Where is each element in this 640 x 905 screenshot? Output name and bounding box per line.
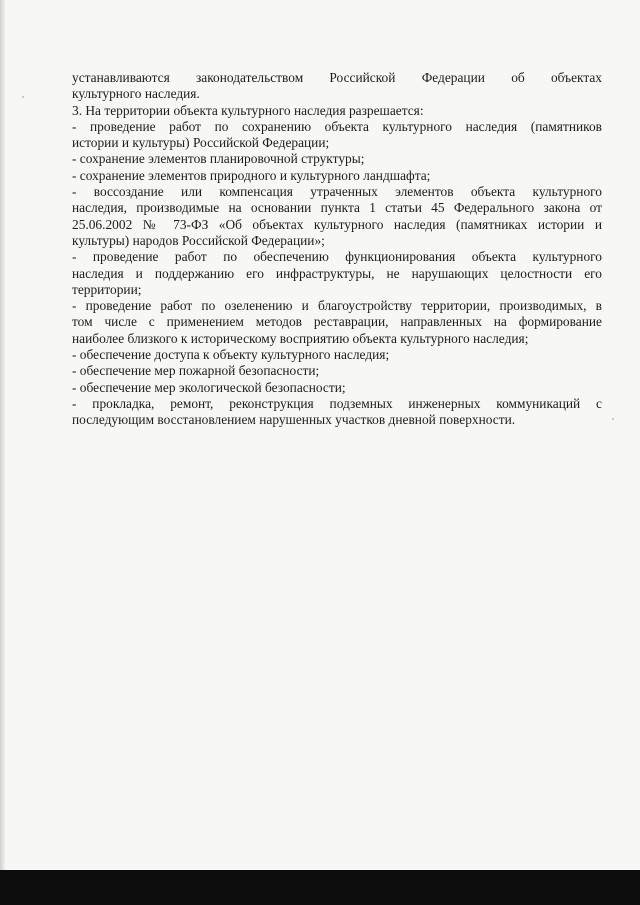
text-line: 3. На территории объекта культурного наследия разрешается: xyxy=(72,102,424,118)
text-line: культуры) народов Российской Федерации»; xyxy=(72,232,325,248)
text-line: наследия, производимые на основании пункта 1 статьи 45 Федерального закона от xyxy=(72,200,602,216)
text-line: наследия и поддержанию его инфраструктуры, не нарушающих целостности его xyxy=(72,265,602,281)
text-line: - воссоздание или компенсация утраченных элементов объекта культурного xyxy=(72,184,602,200)
scan-speck xyxy=(22,96,24,98)
text-line: - обеспечение мер экологической безопасности; xyxy=(72,379,346,395)
text-line: территории; xyxy=(72,281,142,297)
text-line: истории и культуры) Российской Федерации; xyxy=(72,135,330,151)
text-line: - сохранение элементов природного и культурного ландшафта; xyxy=(72,167,431,183)
text-line: - проведение работ по сохранению объекта культурного наследия (памятников xyxy=(72,118,602,134)
text-line: том числе с применением методов реставрации, направленных на формирование xyxy=(72,314,602,330)
text-line: - проведение работ по озеленению и благоустройству территории, производимых, в xyxy=(72,298,602,314)
scan-edge-shadow xyxy=(0,0,6,870)
text-line: 25.06.2002 № 73-ФЗ «Об объектах культурного наследия (памятниках истории и xyxy=(72,216,602,232)
text-line: культурного наследия. xyxy=(72,86,200,102)
scan-bottom-border xyxy=(0,870,640,905)
text-line: - обеспечение доступа к объекту культурного наследия; xyxy=(72,347,390,363)
text-line: наиболее близкого к историческому восприятию объекта культурного наследия; xyxy=(72,330,529,346)
text-line: - прокладка, ремонт, реконструкция подземных инженерных коммуникаций с xyxy=(72,395,602,411)
text-line: - обеспечение мер пожарной безопасности; xyxy=(72,363,320,379)
text-line: устанавливаются законодательством Российской Федерации об объектах xyxy=(72,70,602,85)
text-line: последующим восстановлением нарушенных участков дневной поверхности. xyxy=(72,412,516,428)
scan-speck xyxy=(612,418,614,420)
document-body xyxy=(72,70,602,429)
text-line: - проведение работ по обеспечению функционирования объекта культурного xyxy=(72,249,602,265)
text-line: - сохранение элементов планировочной структуры; xyxy=(72,151,365,167)
